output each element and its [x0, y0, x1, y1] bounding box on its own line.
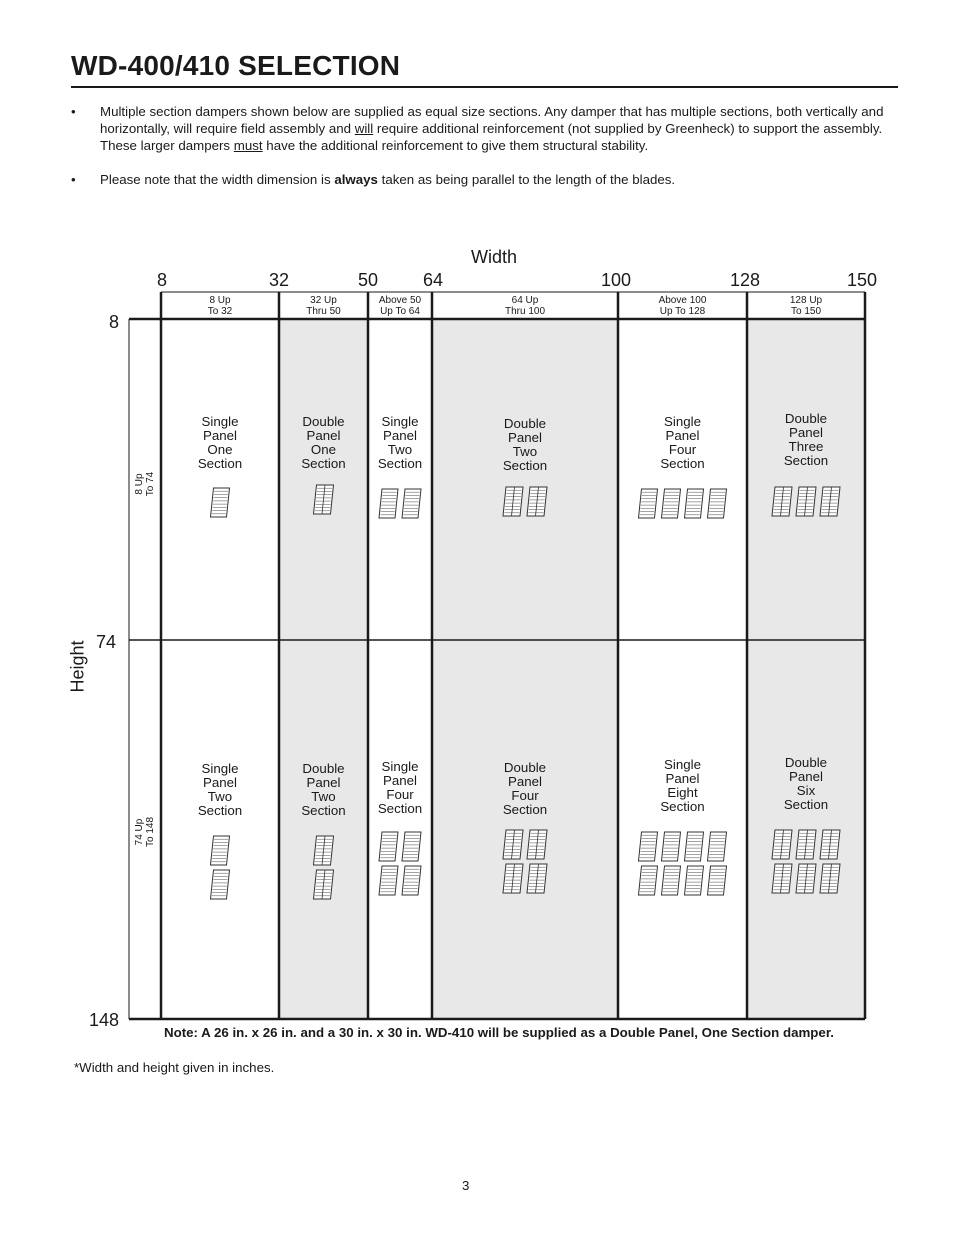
damper-icon [211, 836, 230, 865]
column-header-line: Up To 128 [659, 306, 706, 317]
damper-icon [639, 489, 658, 518]
column-header-line: 128 Up [789, 295, 823, 306]
column-header-line: 32 Up [310, 295, 337, 306]
width-tick-label: 8 [156, 270, 168, 290]
damper-icon [662, 866, 681, 895]
bullet-text-part: taken as being parallel to the length of the blades. [377, 172, 676, 187]
bullet-text-part: require additional reinforcement (not supplied by Greenheck) to support the assembly. These larger dampers [100, 121, 883, 153]
damper-icon [639, 866, 658, 895]
damper-icon [379, 832, 398, 861]
column-header-line: To 150 [790, 306, 822, 317]
damper-icon [820, 487, 840, 516]
height-tick-label: 148 [89, 1010, 120, 1030]
damper-icon [708, 489, 727, 518]
height-axis-title: Height [67, 640, 88, 693]
damper-icon [379, 866, 398, 895]
bullet-dot: • [71, 172, 76, 187]
width-tick-label: 32 [268, 270, 290, 290]
always-emphasis: always [334, 172, 378, 187]
damper-config-label: Double Panel Two Section [301, 761, 346, 818]
damper-config-label: Single Panel Four Section [660, 414, 705, 471]
damper-icon [796, 830, 816, 859]
damper-icon [211, 870, 230, 899]
damper-icon [662, 832, 681, 861]
page-title: WD-400/410 SELECTION [71, 50, 401, 81]
damper-config-label: Single Panel Eight Section [660, 757, 705, 814]
width-tick-label: 150 [846, 270, 878, 290]
column-header-line: To 32 [207, 306, 233, 317]
column-header-line: Thru 50 [306, 306, 341, 317]
column-header-line: Thru 100 [504, 306, 546, 317]
damper-config-label: Double Panel Three Section [783, 411, 829, 468]
damper-icon [772, 487, 792, 516]
will-emphasis: will [354, 121, 374, 136]
damper-icon [503, 864, 523, 893]
damper-icon [402, 866, 421, 895]
bullet-text-part: Multiple section dampers shown below are supplied as equal size sections. Any damper that has multiple sections, both vertically and horizontally, will require field assembly and [100, 104, 884, 136]
damper-config-label: Double Panel Four Section [502, 760, 548, 817]
damper-icon [211, 488, 230, 517]
damper-icon [402, 489, 421, 518]
column-header-line: Up To 64 [380, 306, 420, 317]
damper-config-label: Double Panel One Section [301, 414, 346, 471]
damper-icon [402, 832, 421, 861]
damper-icon [662, 489, 681, 518]
height-tick-label: 8 [109, 312, 120, 332]
must-emphasis: must [233, 138, 263, 153]
row-header-label: 8 Up To 74 [134, 471, 156, 497]
damper-config-label: Single Panel Two Section [377, 414, 423, 471]
width-tick-label: 100 [600, 270, 632, 290]
damper-icon [685, 489, 704, 518]
footnote: *Width and height given in inches. [74, 1060, 275, 1075]
damper-icon [314, 836, 334, 865]
damper-icon [314, 485, 334, 514]
damper-config-label: Double Panel Six Section [783, 755, 829, 812]
damper-icon [820, 864, 840, 893]
bullet-text-part: Please note that the width dimension is [100, 172, 335, 187]
damper-icon [708, 832, 727, 861]
damper-icon [820, 830, 840, 859]
width-axis-title: Width [471, 247, 518, 267]
damper-icon [796, 864, 816, 893]
width-tick-label: 64 [422, 270, 444, 290]
damper-config-label: Single Panel Four Section [377, 759, 423, 816]
column-header-line: 64 Up [511, 295, 539, 306]
height-tick-label: 74 [96, 632, 117, 652]
damper-icon [772, 830, 792, 859]
damper-config-label: Single Panel One Section [197, 414, 243, 471]
row-header-label: 74 Up To 148 [134, 816, 156, 848]
damper-icon [685, 832, 704, 861]
damper-icon [379, 489, 398, 518]
width-tick-label: 128 [729, 270, 761, 290]
page-number: 3 [462, 1178, 470, 1193]
column-header-line: Above 50 [378, 295, 422, 306]
damper-icon [708, 866, 727, 895]
damper-icon [503, 487, 523, 516]
column-header-line: 8 Up [209, 295, 231, 306]
damper-config-label: Double Panel Two Section [502, 416, 548, 473]
damper-icon [639, 832, 658, 861]
column-header-line: Above 100 [658, 295, 707, 306]
chart-note: Note: A 26 in. x 26 in. and a 30 in. x 30 in. WD-410 will be supplied as a Double Panel, One Section damper. [164, 1025, 834, 1040]
damper-icon [772, 864, 792, 893]
bullet-text-part: have the additional reinforcement to give them structural stability. [262, 138, 649, 153]
damper-icon [314, 870, 334, 899]
damper-icon [685, 866, 704, 895]
damper-icon [503, 830, 523, 859]
damper-icon [796, 487, 816, 516]
damper-icon [527, 864, 547, 893]
bullet-dot: • [71, 104, 76, 119]
width-tick-label: 50 [357, 270, 379, 290]
damper-icon [527, 487, 547, 516]
damper-config-label: Single Panel Two Section [197, 761, 243, 818]
damper-icon [527, 830, 547, 859]
